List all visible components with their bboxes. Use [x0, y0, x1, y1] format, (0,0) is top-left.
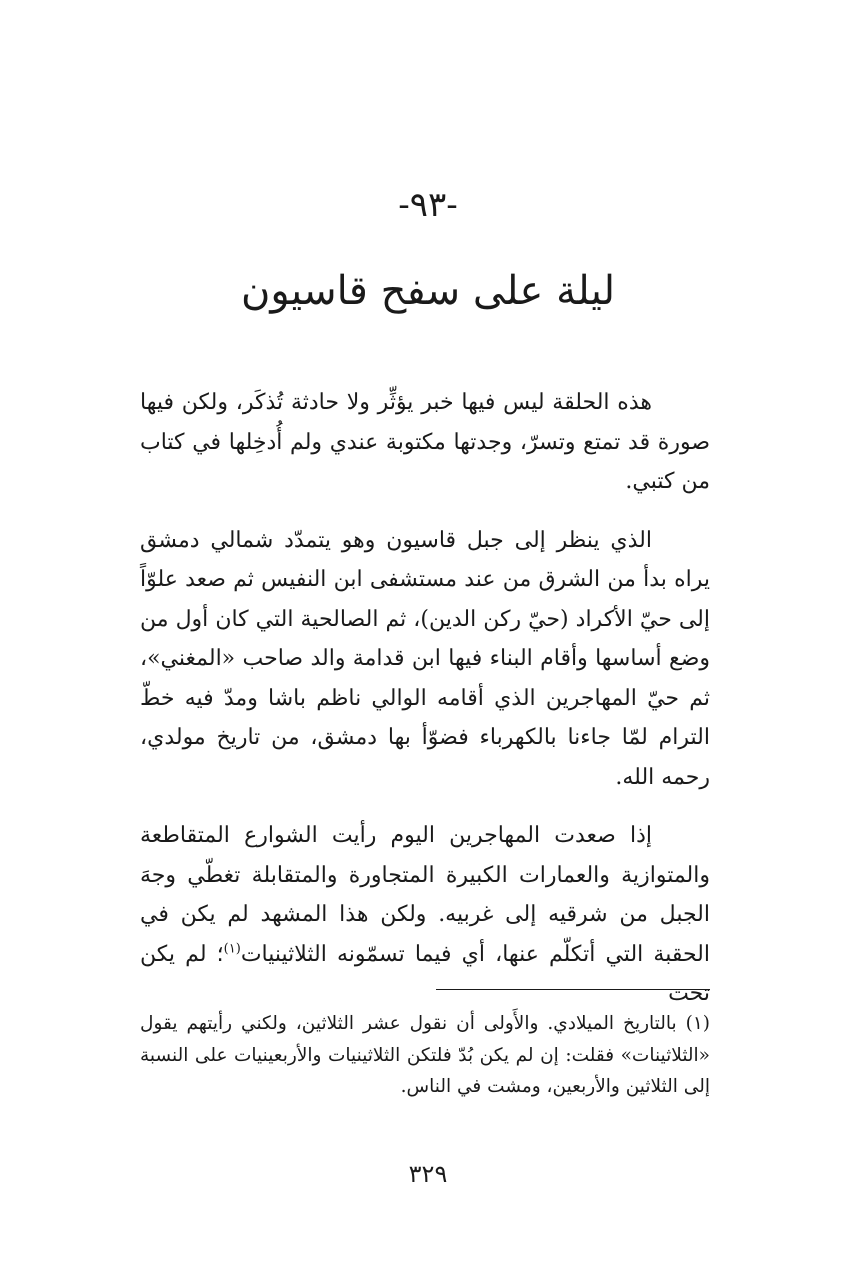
footnote-marker[interactable]: (١) [223, 941, 241, 957]
page-number: ٣٢٩ [408, 1160, 448, 1188]
footnote-text: (١) بالتاريخ الميلادي. والأَولى أن نقول عشر الثلاثين، ولكني رأيتهم يقول «الثلاثينات» فقلت: إن لم يكن بُدّ فلتكن الثلاثينيات والأربعينيات على النسبة إلى الثلاثين والأربعين، ومشت في الناس. [140, 1013, 710, 1097]
paragraph-2: الذي ينظر إلى جبل قاسيون وهو يتمدّد شمالي دمشق يراه بدأ من الشرق من عند مستشفى ابن النفيس ثم صعد علوّاً إلى حيّ الأكراد (حيّ ركن الدين)، ثم الصالحية التي كان أول من وضع أساسها وأقام البناء فيها ابن قدامة والد صاحب «المغني»، ثم حيّ المهاجرين الذي أقامه الوالي ناظم باشا ومدّ فيه خطّ الترام لمّا جاءنا بالكهرباء فضوّأ بها دمشق، من تاريخ مولدي، رحمه الله. [140, 527, 710, 790]
body-text [140, 383, 710, 1033]
paragraph-3-continuation: ؛ لم يكن تحت [140, 941, 710, 1006]
chapter-title: ليلة على سفح قاسيون [240, 268, 616, 314]
paragraph-3-text: إذا صعدت المهاجرين اليوم رأيت الشوارع المتقاطعة والمتوازية والعمارات الكبيرة المتجاورة والمتقابلة تغطّي وجهَ الجبل من شرقيه إلى غربيه. ولكن هذا المشهد لم يكن في الحقبة التي أتكلّم عنها، أي فيما تسمّونه الثلاثينيات [140, 823, 710, 967]
footnote-divider [436, 989, 710, 990]
paragraph-1: هذه الحلقة ليس فيها خبر يؤثِّر ولا حادثة تُذكَر، ولكن فيها صورة قد تمتع وتسرّ، وجدتها مكتوبة عندي ولم أُدخِلها في كتاب من كتبي. [140, 390, 710, 494]
footnote [140, 1008, 710, 1103]
chapter-number: -٩٣- [398, 185, 458, 225]
paragraph-3 [140, 816, 710, 1014]
